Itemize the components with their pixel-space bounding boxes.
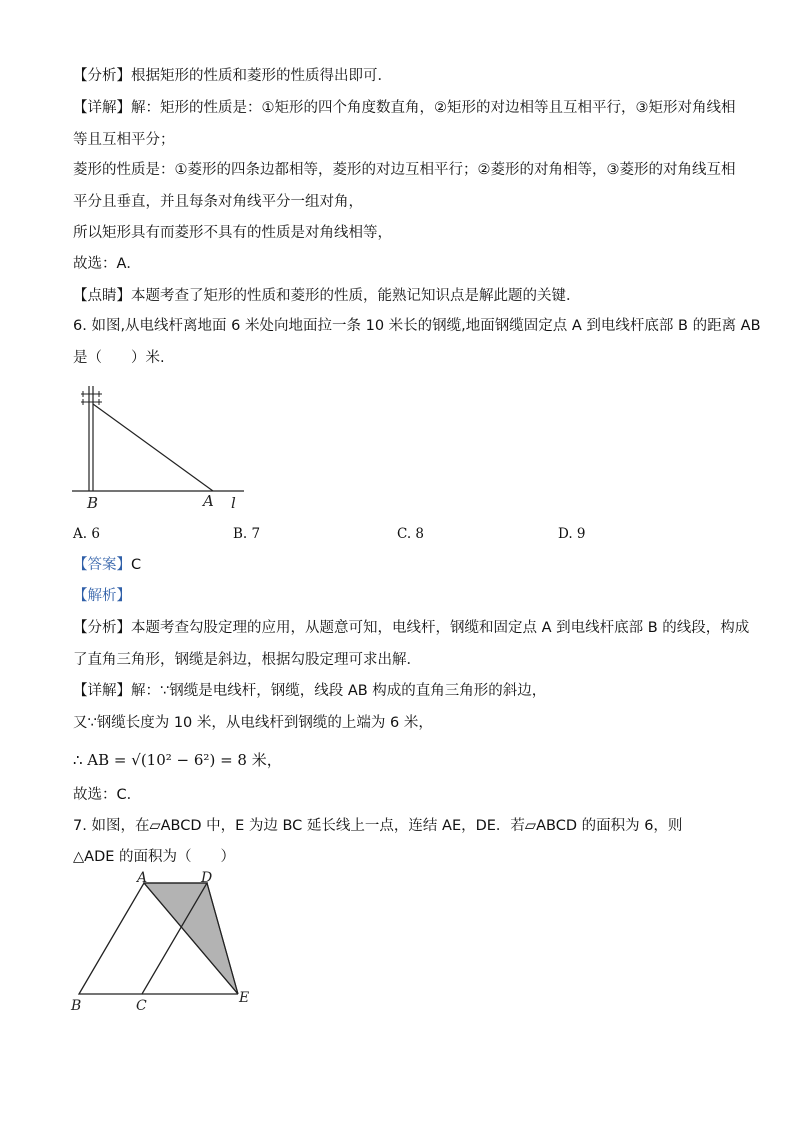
q6-analysis-line1: 【分析】本题考查勾股定理的应用，从题意可知，电线杆，钢缆和固定点 A 到电线杆底部 B 的线段，构成 (73, 620, 750, 636)
q5-detail-line2: 等且互相平分； (73, 132, 175, 148)
q7-stem-line2: △ADE 的面积为（ ） (73, 849, 236, 865)
label-D: D (201, 870, 213, 886)
q5-comment: 【点睛】本题考查了矩形的性质和菱形的性质，能熟记知识点是解此题的关键． (73, 288, 581, 304)
q5-analysis: 【分析】根据矩形的性质和菱形的性质得出即可． (73, 68, 392, 84)
label-B: B (87, 494, 99, 512)
answer-value: C (131, 557, 142, 573)
q6-detail-line1: 【详解】解：∵钢缆是电线杆，钢缆，线段 AB 构成的直角三角形的斜边， (73, 683, 547, 699)
q6-explain-tag: 【解析】 (73, 588, 131, 604)
label-l: l (231, 494, 236, 512)
q6-option-b[interactable]: B. 7 (233, 526, 261, 542)
label-A: A (137, 870, 148, 886)
q6-detail-line2: 又∵钢缆长度为 10 米，从电线杆到钢缆的上端为 6 米， (73, 715, 433, 731)
q5-rhombus-line1: 菱形的性质是：①菱形的四条边都相等，菱形的对边互相平行；②菱形的对角相等，③菱形的对角线互相 (73, 162, 736, 178)
q6-answer-row (73, 555, 141, 575)
q7-stem-line1: 7. 如图，在▱ABCD 中，E 为边 BC 延长线上一点，连结 AE，DE．若▱ABCD 的面积为 6，则 (73, 818, 683, 834)
label-B: B (71, 998, 82, 1014)
q6-analysis-line2: 了直角三角形，钢缆是斜边，根据勾股定理可求出解． (73, 652, 421, 668)
q5-rhombus-line2: 平分且垂直，并且每条对角线平分一组对角， (73, 194, 363, 210)
label-C: C (136, 998, 147, 1014)
label-A: A (203, 492, 214, 510)
answer-tag: 【答案】 (73, 557, 131, 573)
q6-stem-line1: 6. 如图,从电线杆离地面 6 米处向地面拉一条 10 米长的钢缆,地面钢缆固定点 A 到电线杆底部 B 的距离 AB (73, 318, 761, 334)
steel-cable (93, 404, 213, 491)
label-E: E (239, 990, 250, 1006)
q6-formula: ∴ AB = √(10² − 6²) = 8 米， (73, 751, 282, 769)
q6-stem-line2: 是（ ）米. (73, 350, 165, 366)
q6-pole-figure (68, 380, 248, 515)
q5-choice: 故选：A． (73, 256, 141, 272)
q6-choice: 故选：C． (73, 787, 142, 803)
q6-option-c[interactable]: C. 8 (397, 526, 425, 542)
q5-conclusion: 所以矩形具有而菱形不具有的性质是对角线相等， (73, 225, 392, 241)
q6-option-a[interactable]: A. 6 (73, 526, 100, 542)
q5-detail-line1: 【详解】解：矩形的性质是：①矩形的四个角度数直角，②矩形的对边相等且互相平行，③矩形对角线相 (73, 100, 736, 116)
q7-parallelogram-figure (62, 870, 262, 1018)
q6-option-d[interactable]: D. 9 (558, 526, 586, 542)
